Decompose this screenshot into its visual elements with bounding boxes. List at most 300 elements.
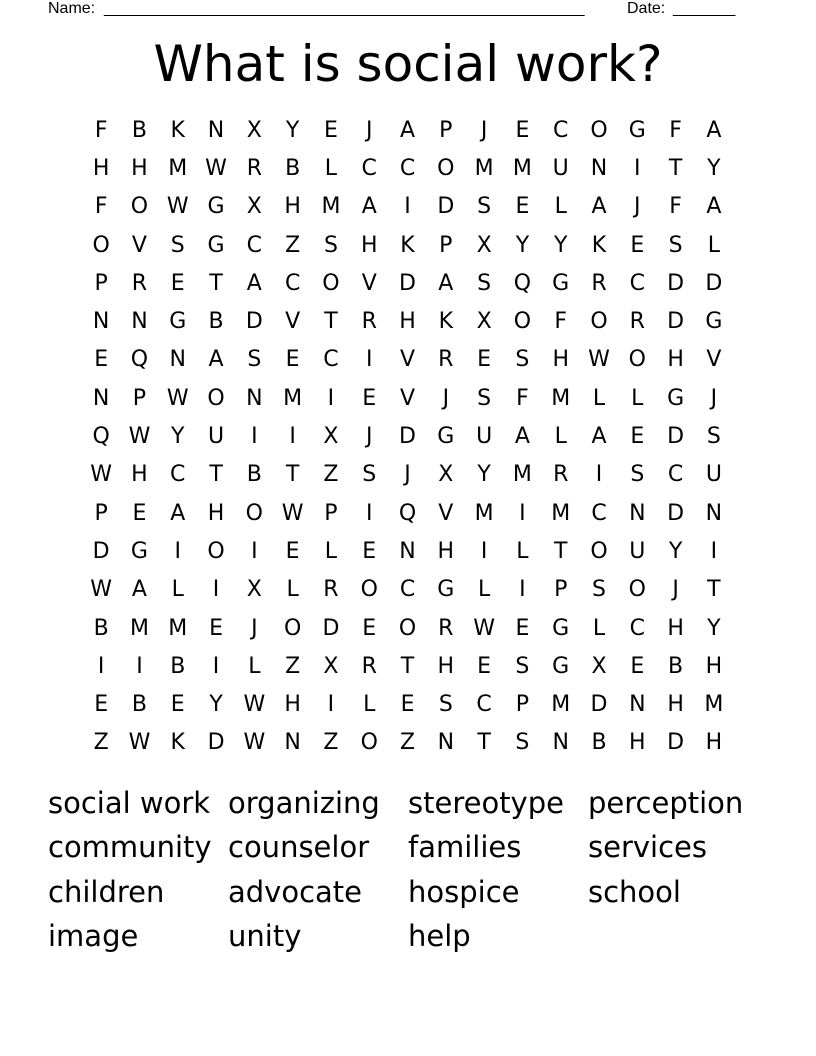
grid-letter: S bbox=[515, 730, 530, 756]
grid-letter: E bbox=[94, 692, 109, 718]
grid-letter: T bbox=[285, 462, 300, 488]
grid-letter: W bbox=[128, 424, 151, 450]
word-list-item: community bbox=[48, 830, 212, 865]
grid-letter: J bbox=[480, 117, 488, 143]
grid-letter: F bbox=[554, 309, 568, 335]
grid-letter: O bbox=[92, 232, 110, 258]
grid-letter: S bbox=[170, 232, 185, 258]
grid-letter: G bbox=[628, 117, 646, 143]
grid-letter: U bbox=[476, 424, 493, 450]
grid-letter: A bbox=[131, 577, 147, 603]
grid-letter: G bbox=[169, 309, 187, 335]
word-list-item: stereotype bbox=[408, 786, 564, 820]
name-label: Name: bbox=[48, 0, 96, 17]
grid-letter: J bbox=[634, 194, 641, 220]
grid-letter: G bbox=[437, 424, 455, 450]
grid-letter: I bbox=[327, 385, 335, 411]
worksheet-header bbox=[48, 0, 748, 20]
grid-letter: B bbox=[591, 730, 607, 756]
grid-letter: E bbox=[323, 117, 338, 143]
grid-letter: P bbox=[439, 232, 453, 258]
grid-letter: E bbox=[170, 270, 185, 296]
grid-letter: O bbox=[437, 155, 455, 181]
grid-letter: O bbox=[322, 270, 340, 296]
grid-letter: C bbox=[284, 270, 301, 296]
grid-letter: B bbox=[131, 117, 147, 143]
word-list-item: school bbox=[588, 874, 681, 909]
grid-letter: W bbox=[281, 500, 304, 526]
grid-letter: B bbox=[668, 653, 684, 679]
grid-letter: L bbox=[592, 615, 606, 641]
grid-letter: H bbox=[92, 155, 110, 181]
grid-letter: N bbox=[284, 730, 301, 756]
grid-letter: M bbox=[512, 462, 532, 488]
grid-letter: R bbox=[438, 615, 454, 641]
grid-letter: N bbox=[92, 309, 110, 335]
grid-letter: J bbox=[442, 385, 450, 411]
grid-letter: Z bbox=[285, 232, 301, 258]
grid-letter: E bbox=[285, 347, 300, 373]
grid-letter: M bbox=[168, 155, 188, 181]
grid-letter: R bbox=[553, 462, 569, 488]
grid-letter: I bbox=[174, 538, 181, 564]
grid-letter: P bbox=[515, 692, 530, 718]
grid-letter: V bbox=[399, 385, 416, 411]
grid-letter: E bbox=[362, 538, 377, 564]
grid-letter: C bbox=[629, 270, 645, 296]
grid-letter: E bbox=[400, 692, 415, 718]
grid-letter: H bbox=[284, 692, 301, 718]
grid-letter: J bbox=[404, 462, 411, 488]
grid-letter: Y bbox=[171, 424, 185, 450]
word-list-item: hospice bbox=[408, 874, 520, 909]
grid-letter: G bbox=[667, 385, 685, 411]
grid-letter: N bbox=[207, 117, 225, 143]
grid-letter: K bbox=[170, 730, 185, 756]
grid-letter: E bbox=[630, 653, 645, 679]
grid-letter: P bbox=[132, 385, 147, 411]
grid-letter: N bbox=[629, 692, 646, 718]
grid-letter: T bbox=[668, 155, 683, 181]
grid-letter: N bbox=[92, 385, 110, 411]
grid-letter: G bbox=[130, 538, 148, 564]
grid-letter: S bbox=[438, 692, 453, 718]
grid-letter: C bbox=[591, 500, 607, 526]
word-list bbox=[48, 781, 768, 958]
word-list-item: unity bbox=[228, 918, 302, 953]
word-list-item: advocate bbox=[228, 874, 363, 909]
grid-letter: Q bbox=[513, 270, 532, 296]
grid-letter: F bbox=[669, 117, 682, 143]
grid-letter: P bbox=[554, 577, 568, 603]
grid-letter: O bbox=[513, 309, 532, 335]
grid-letter: D bbox=[667, 500, 685, 526]
grid-letter: C bbox=[246, 232, 263, 258]
grid-letter: N bbox=[629, 500, 646, 526]
word-list-item: perception bbox=[588, 786, 744, 820]
grid-letter: R bbox=[361, 653, 377, 679]
grid-letter: C bbox=[170, 462, 186, 488]
grid-letter: R bbox=[591, 270, 607, 296]
grid-letter: K bbox=[591, 232, 607, 258]
grid-letter: D bbox=[399, 424, 416, 450]
grid-letter: H bbox=[437, 538, 455, 564]
grid-letter: O bbox=[628, 347, 646, 373]
grid-letter: L bbox=[286, 577, 299, 603]
grid-letter: Z bbox=[285, 653, 301, 679]
grid-letter: O bbox=[245, 500, 263, 526]
grid-letter: U bbox=[207, 424, 225, 450]
grid-letter: F bbox=[94, 117, 108, 143]
grid-letter: H bbox=[667, 347, 684, 373]
grid-letter: X bbox=[438, 462, 454, 488]
grid-letter: D bbox=[705, 270, 723, 296]
grid-letter: E bbox=[285, 538, 300, 564]
grid-letter: C bbox=[399, 577, 416, 603]
grid-letter: A bbox=[208, 347, 224, 373]
grid-letter: R bbox=[323, 577, 339, 603]
word-list-item: children bbox=[48, 874, 165, 909]
grid-letter: N bbox=[399, 538, 416, 564]
grid-letter: I bbox=[710, 538, 718, 564]
grid-letter: L bbox=[324, 538, 338, 564]
grid-letter: R bbox=[361, 309, 377, 335]
word-list-item: counselor bbox=[228, 830, 370, 865]
grid-letter: Q bbox=[92, 424, 110, 450]
grid-letter: L bbox=[707, 232, 721, 258]
grid-letter: O bbox=[207, 538, 225, 564]
grid-letter: B bbox=[285, 155, 301, 181]
grid-letter: T bbox=[324, 309, 338, 335]
grid-letter: I bbox=[97, 653, 105, 679]
grid-letter: N bbox=[169, 347, 186, 373]
grid-letter: L bbox=[592, 385, 606, 411]
grid-letter: N bbox=[590, 155, 608, 181]
grid-letter: X bbox=[591, 653, 607, 679]
grid-letter: J bbox=[365, 424, 373, 450]
grid-letter: V bbox=[438, 500, 454, 526]
grid-letter: J bbox=[672, 577, 679, 603]
date-label: Date: bbox=[627, 0, 666, 17]
grid-letter: Z bbox=[93, 730, 109, 756]
grid-letter: H bbox=[705, 653, 723, 679]
grid-letter: D bbox=[399, 270, 416, 296]
grid-letter: F bbox=[669, 194, 682, 220]
grid-letter: A bbox=[246, 270, 262, 296]
grid-letter: L bbox=[324, 155, 338, 181]
grid-letter: X bbox=[476, 232, 492, 258]
grid-letter: O bbox=[590, 309, 608, 335]
word-list-item: help bbox=[408, 918, 471, 953]
grid-letter: A bbox=[706, 117, 722, 143]
grid-letter: T bbox=[400, 653, 415, 679]
grid-letter: L bbox=[248, 653, 261, 679]
grid-letter: A bbox=[514, 424, 530, 450]
grid-letter: I bbox=[136, 653, 143, 679]
grid-letter: W bbox=[166, 385, 189, 411]
grid-letter: R bbox=[438, 347, 454, 373]
grid-letter: I bbox=[404, 194, 411, 220]
grid-letter: U bbox=[629, 538, 646, 564]
grid-letter: S bbox=[477, 194, 492, 220]
grid-letter: H bbox=[131, 462, 148, 488]
grid-letter: O bbox=[360, 730, 378, 756]
grid-letter: V bbox=[361, 270, 377, 296]
grid-letter: B bbox=[131, 692, 147, 718]
grid-letter: K bbox=[400, 232, 415, 258]
grid-letter: S bbox=[668, 232, 683, 258]
grid-letter: E bbox=[94, 347, 109, 373]
grid-letter: R bbox=[629, 309, 645, 335]
grid-letter: U bbox=[705, 462, 722, 488]
grid-letter: D bbox=[92, 538, 110, 564]
grid-letter: Y bbox=[515, 232, 530, 258]
grid-letter: O bbox=[590, 538, 608, 564]
grid-letter: P bbox=[439, 117, 453, 143]
grid-letter: G bbox=[552, 615, 570, 641]
grid-letter: H bbox=[284, 194, 301, 220]
grid-letter: H bbox=[360, 232, 378, 258]
grid-letter: O bbox=[207, 385, 225, 411]
grid-letter: E bbox=[630, 232, 645, 258]
grid-letter: I bbox=[212, 577, 220, 603]
grid-letter: Y bbox=[707, 155, 721, 181]
letter-grid bbox=[82, 111, 733, 762]
grid-letter: S bbox=[477, 385, 492, 411]
grid-letter: I bbox=[289, 424, 296, 450]
word-list-item: services bbox=[588, 830, 707, 865]
grid-letter: V bbox=[285, 309, 301, 335]
grid-letter: W bbox=[128, 730, 151, 756]
grid-letter: G bbox=[552, 653, 570, 679]
grid-letter: L bbox=[631, 385, 644, 411]
grid-letter: J bbox=[365, 117, 373, 143]
grid-letter: E bbox=[170, 692, 185, 718]
name-line: ______________________________________________________ bbox=[104, 0, 585, 17]
grid-letter: W bbox=[205, 155, 227, 181]
grid-letter: P bbox=[94, 500, 108, 526]
grid-letter: O bbox=[590, 117, 608, 143]
grid-letter: O bbox=[283, 615, 302, 641]
grid-letter: I bbox=[365, 500, 373, 526]
grid-letter: X bbox=[323, 653, 339, 679]
grid-letter: D bbox=[667, 730, 685, 756]
grid-letter: I bbox=[480, 538, 488, 564]
grid-letter: F bbox=[94, 194, 108, 220]
grid-letter: B bbox=[246, 462, 262, 488]
grid-letter: H bbox=[437, 653, 455, 679]
grid-letter: D bbox=[667, 309, 685, 335]
grid-letter: R bbox=[131, 270, 148, 296]
grid-letter: W bbox=[473, 615, 495, 641]
grid-letter: I bbox=[327, 692, 335, 718]
grid-letter: G bbox=[207, 194, 225, 220]
grid-letter: T bbox=[553, 538, 568, 564]
word-list-item: social work bbox=[48, 786, 211, 820]
grid-letter: B bbox=[170, 653, 186, 679]
grid-letter: M bbox=[283, 385, 303, 411]
grid-letter: Y bbox=[209, 692, 223, 718]
grid-letter: O bbox=[628, 577, 646, 603]
grid-letter: D bbox=[437, 194, 455, 220]
grid-letter: E bbox=[362, 615, 377, 641]
grid-letter: K bbox=[438, 309, 454, 335]
grid-letter: M bbox=[474, 155, 494, 181]
grid-letter: O bbox=[130, 194, 149, 220]
grid-letter: E bbox=[630, 424, 645, 450]
grid-letter: T bbox=[707, 577, 721, 603]
grid-letter: C bbox=[629, 615, 645, 641]
grid-letter: H bbox=[552, 347, 569, 373]
grid-letter: I bbox=[251, 424, 258, 450]
grid-letter: Y bbox=[707, 615, 721, 641]
grid-letter: M bbox=[551, 692, 571, 718]
grid-letter: G bbox=[705, 309, 723, 335]
grid-letter: G bbox=[207, 232, 225, 258]
grid-letter: J bbox=[251, 615, 258, 641]
grid-letter: C bbox=[667, 462, 684, 488]
grid-letter: N bbox=[705, 500, 723, 526]
grid-letter: A bbox=[438, 270, 454, 296]
word-list-item: organizing bbox=[228, 786, 380, 820]
grid-letter: W bbox=[243, 692, 266, 718]
grid-letter: C bbox=[399, 155, 416, 181]
grid-letter: S bbox=[515, 653, 530, 679]
word-list-item: families bbox=[408, 830, 522, 865]
grid-letter: E bbox=[477, 653, 492, 679]
grid-letter: M bbox=[704, 692, 724, 718]
grid-letter: J bbox=[710, 385, 718, 411]
grid-letter: V bbox=[706, 347, 722, 373]
grid-letter: T bbox=[209, 462, 223, 488]
grid-letter: Q bbox=[130, 347, 149, 373]
grid-letter: I bbox=[595, 462, 603, 488]
grid-letter: S bbox=[630, 462, 645, 488]
grid-letter: W bbox=[166, 194, 189, 220]
grid-letter: W bbox=[90, 577, 113, 603]
grid-letter: C bbox=[553, 117, 569, 143]
grid-letter: I bbox=[519, 577, 526, 603]
grid-letter: M bbox=[551, 385, 571, 411]
grid-letter: A bbox=[399, 117, 416, 143]
grid-letter: P bbox=[324, 500, 338, 526]
grid-letter: H bbox=[131, 155, 148, 181]
grid-letter: G bbox=[552, 270, 570, 296]
grid-letter: E bbox=[515, 615, 530, 641]
grid-letter: Q bbox=[398, 500, 417, 526]
grid-letter: K bbox=[170, 117, 185, 143]
grid-letter: L bbox=[477, 577, 491, 603]
grid-letter: X bbox=[246, 117, 262, 143]
grid-letter: N bbox=[131, 309, 148, 335]
grid-letter: M bbox=[321, 194, 341, 220]
grid-letter: W bbox=[588, 347, 610, 373]
grid-letter: E bbox=[362, 385, 377, 411]
grid-letter: A bbox=[591, 424, 607, 450]
grid-letter: I bbox=[251, 538, 258, 564]
grid-letter: C bbox=[323, 347, 339, 373]
grid-letter: L bbox=[554, 424, 567, 450]
grid-letter: W bbox=[90, 462, 113, 488]
grid-letter: H bbox=[705, 730, 723, 756]
grid-letter: R bbox=[246, 155, 262, 181]
grid-letter: M bbox=[512, 155, 532, 181]
grid-letter: E bbox=[132, 500, 147, 526]
grid-letter: C bbox=[361, 155, 377, 181]
word-list-item: image bbox=[48, 918, 139, 953]
grid-letter: W bbox=[243, 730, 266, 756]
grid-letter: M bbox=[474, 500, 494, 526]
grid-letter: I bbox=[212, 653, 220, 679]
grid-letter: Z bbox=[323, 730, 339, 756]
grid-letter: I bbox=[634, 155, 641, 181]
grid-letter: D bbox=[245, 309, 263, 335]
grid-letter: L bbox=[363, 692, 376, 718]
grid-letter: T bbox=[477, 730, 491, 756]
grid-letter: I bbox=[519, 500, 526, 526]
grid-letter: V bbox=[131, 232, 147, 258]
grid-letter: F bbox=[516, 385, 529, 411]
grid-letter: Y bbox=[553, 232, 568, 258]
grid-letter: O bbox=[360, 577, 378, 603]
grid-letter: B bbox=[208, 309, 224, 335]
grid-letter: H bbox=[629, 730, 646, 756]
grid-letter: H bbox=[667, 692, 684, 718]
grid-letter: L bbox=[516, 538, 529, 564]
grid-letter: S bbox=[477, 270, 492, 296]
grid-letter: L bbox=[554, 194, 567, 220]
grid-letter: A bbox=[170, 500, 186, 526]
grid-letter: S bbox=[515, 347, 530, 373]
grid-letter: C bbox=[476, 692, 492, 718]
grid-letter: S bbox=[706, 424, 721, 450]
grid-letter: O bbox=[398, 615, 417, 641]
grid-letter: Y bbox=[285, 117, 300, 143]
grid-letter: G bbox=[437, 577, 455, 603]
grid-letter: D bbox=[590, 692, 608, 718]
grid-letter: N bbox=[552, 730, 569, 756]
grid-letter: D bbox=[322, 615, 340, 641]
grid-letter: H bbox=[399, 309, 416, 335]
grid-letter: D bbox=[667, 270, 685, 296]
grid-letter: Z bbox=[399, 730, 416, 756]
grid-letter: E bbox=[515, 117, 530, 143]
grid-letter: T bbox=[209, 270, 223, 296]
grid-letter: S bbox=[592, 577, 606, 603]
grid-letter: E bbox=[209, 615, 223, 641]
grid-letter: H bbox=[207, 500, 225, 526]
grid-letter: Z bbox=[323, 462, 339, 488]
grid-letter: S bbox=[323, 232, 338, 258]
grid-letter: M bbox=[129, 615, 149, 641]
grid-letter: M bbox=[168, 615, 188, 641]
grid-letter: A bbox=[591, 194, 607, 220]
grid-letter: Y bbox=[477, 462, 491, 488]
grid-letter: A bbox=[361, 194, 377, 220]
grid-letter: S bbox=[362, 462, 377, 488]
grid-letter: P bbox=[94, 270, 108, 296]
grid-letter: E bbox=[477, 347, 492, 373]
grid-letter: V bbox=[399, 347, 416, 373]
grid-letter: X bbox=[476, 309, 492, 335]
grid-letter: D bbox=[207, 730, 225, 756]
grid-letter: B bbox=[93, 615, 109, 641]
grid-letter: H bbox=[667, 615, 684, 641]
grid-letter: Y bbox=[668, 538, 683, 564]
grid-letter: E bbox=[515, 194, 530, 220]
grid-letter: N bbox=[246, 385, 263, 411]
grid-letter: X bbox=[323, 424, 339, 450]
